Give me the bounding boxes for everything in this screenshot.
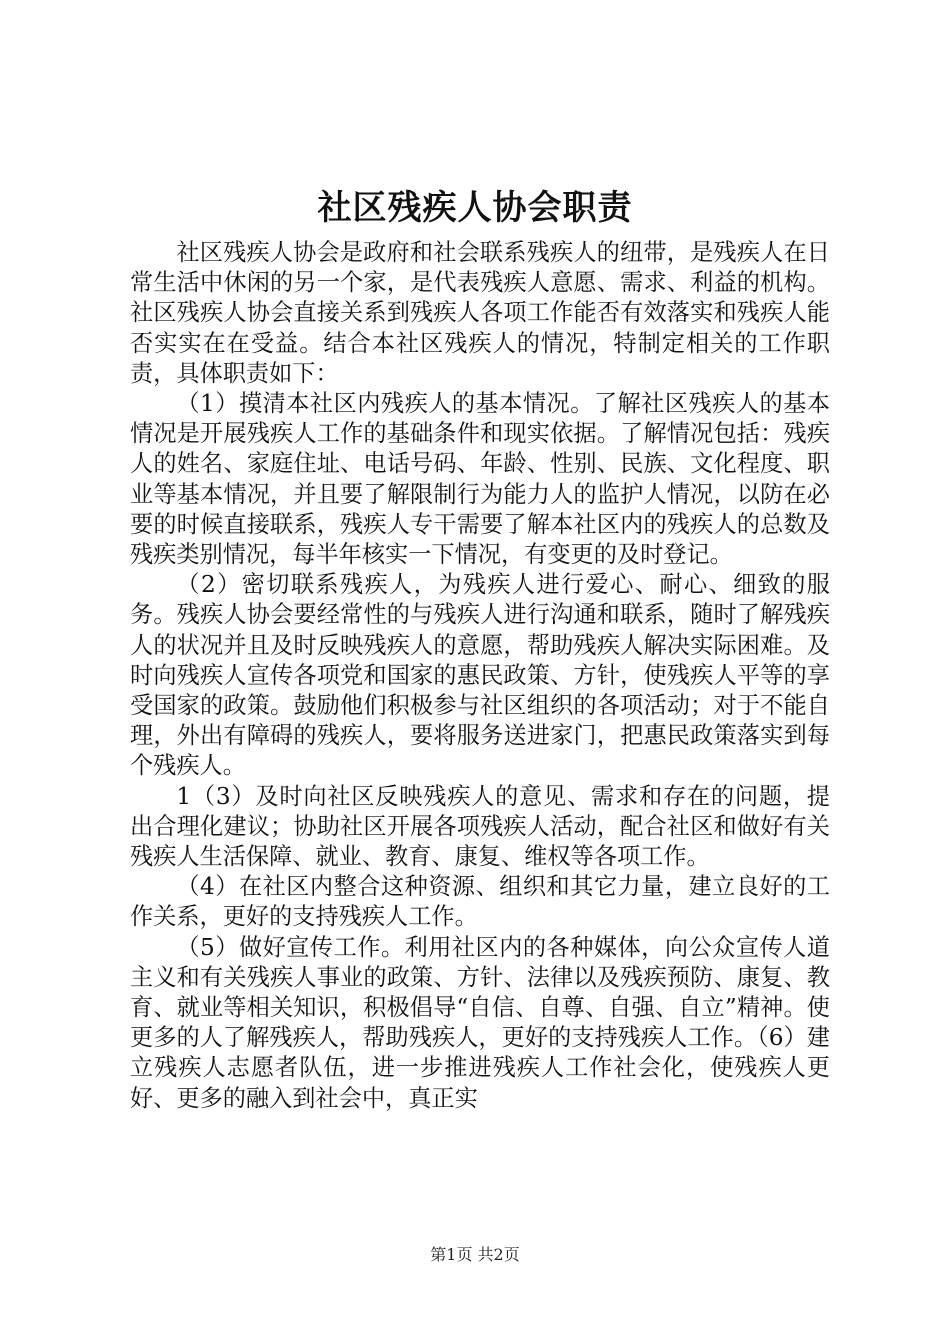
duty-paragraph-2: （2）密切联系残疾人，为残疾人进行爱心、耐心、细致的服务。残疾人协会要经常性的与残疾人进行沟通和联系，随时了解残疾人的状况并且及时反映残疾人的意愿，帮助残疾人解决实际困难。及时向残疾人宣传各项党和国家的惠民政策、方针，使残疾人平等的享受国家的政策。鼓励他们积极参与社区组织的各项活动；对于不能自理，外出有障碍的残疾人，要将服务送进家门，把惠民政策落实到每个残疾人。	[130, 571, 830, 780]
page-footer: 第1页 共2页	[430, 1245, 520, 1264]
duty-paragraph-4: （4）在社区内整合这种资源、组织和其它力量，建立良好的工作关系，更好的支持残疾人工作。	[130, 873, 830, 931]
duty-paragraph-5: （5）做好宣传工作。利用社区内的各种媒体，向公众宣传人道主义和有关残疾人事业的政策、方针、法律以及残疾预防、康复、教育、就业等相关知识，积极倡导“自信、自尊、自强、自立”精神。使更多的人了解残疾人，帮助残疾人，更好的支持残疾人工作。（6）建立残疾人志愿者队伍，进一步推进残疾人工作社会化，使残疾人更好、更多的融入到社会中，真正实	[130, 933, 830, 1112]
document-body	[130, 238, 830, 1114]
duty-paragraph-3: 1（3）及时向社区反映残疾人的意见、需求和存在的问题，提出合理化建议；协助社区开展各项残疾人活动，配合社区和做好有关残疾人生活保障、就业、教育、康复、维权等各项工作。	[130, 782, 830, 871]
intro-paragraph: 社区残疾人协会是政府和社会联系残疾人的纽带，是残疾人在日常生活中休闲的另一个家，是代表残疾人意愿、需求、利益的机构。社区残疾人协会直接关系到残疾人各项工作能否有效落实和残疾人能否实实在在受益。结合本社区残疾人的情况，特制定相关的工作职责，具体职责如下：	[130, 239, 830, 387]
duty-paragraph-1: （1）摸清本社区内残疾人的基本情况。了解社区残疾人的基本情况是开展残疾人工作的基础条件和现实依据。了解情况包括：残疾人的姓名、家庭住址、电话号码、年龄、性别、民族、文化程度、职业等基本情况，并且要了解限制行为能力人的监护人情况，以防在必要的时候直接联系，残疾人专干需要了解本社区内的残疾人的总数及残疾类别情况，每半年核实一下情况，有变更的及时登记。	[130, 390, 830, 569]
document-title: 社区残疾人协会职责	[317, 188, 633, 228]
